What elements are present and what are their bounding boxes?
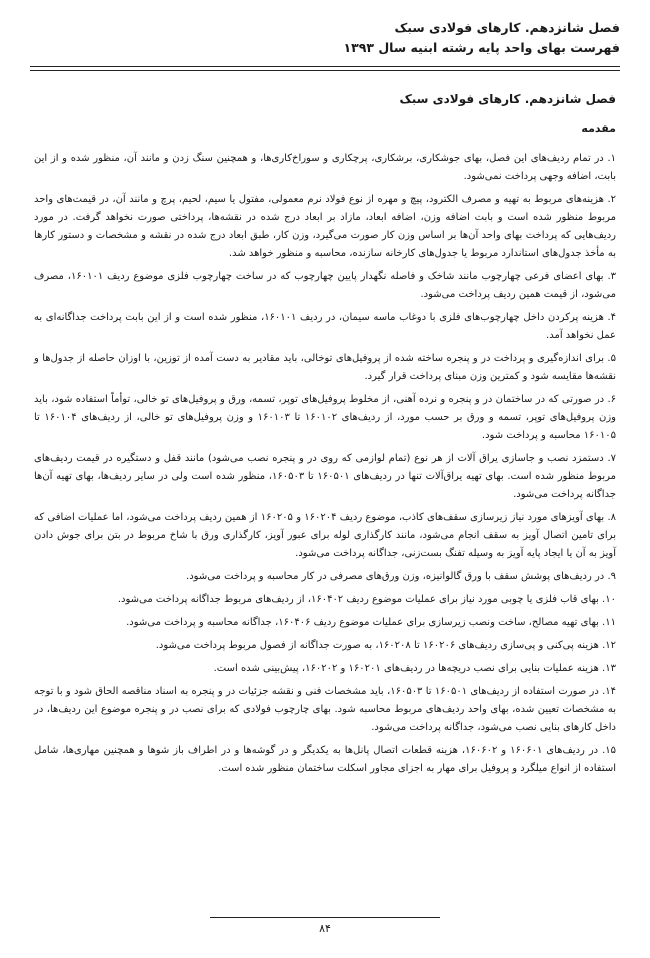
paragraph-4: ۴. هزینه پرکردن داخل چهارچوب‌های فلزی با دوغاب ماسه سیمان، در ردیف ۱۶۰۱۰۱، منظور شده است و از این بابت پرداخت جداگانه‌ای به عمل نخواهد آمد. xyxy=(34,312,617,341)
paragraph-12: ۱۲. هزینه پی‌کنی و پی‌سازی ردیف‌های ۱۶۰۲۰۶ تا ۱۶۰۲۰۸، به صورت جداگانه از فصول مربوط پرداخت می‌شود. xyxy=(155,640,616,651)
paragraph-8: ۸. بهای آویزهای مورد نیاز زیرسازی سقف‌های کاذب، موضوع ردیف ۱۶۰۲۰۴ و ۱۶۰۲۰۵ از همین ردیف پرداخت می‌شود، اما عملیات اضافی که برای تامین اتصال آویز به سقف انجام می‌شود، مانند کارگذاری لوله برای عبور آویز، کارگذاری ورق با شاخ مربوط در بتن برای جوش دادن آویز به آن یا ایجاد پایه آویز به وسیله تفنگ بست‌زنی، جداگانه پرداخت می‌شود. xyxy=(34,512,617,559)
body-text xyxy=(34,150,616,783)
chapter-title: فصل شانزدهم. کارهای فولادی سبک xyxy=(399,92,616,106)
paragraph-5: ۵. برای اندازه‌گیری و پرداخت در و پنجره ساخته شده از پروفیل‌های توخالی، باید مقادیر به دست آمده از توزین، با اوزان حاصله از جدول‌ها و نقشه‌ها مقایسه شود و کمترین وزن مبنای پرداخت قرار گیرد. xyxy=(34,353,616,382)
page-number: ۸۴ xyxy=(319,922,331,935)
paragraph-9: ۹. در ردیف‌های پوشش سقف با ورق گالوانیزه، وزن ورق‌های مصرفی در کار محاسبه و پرداخت می‌شود. xyxy=(186,571,616,582)
footer-rule xyxy=(210,917,440,918)
intro-heading: مقدمه xyxy=(581,122,616,135)
paragraph-3: ۳. بهای اعضای فرعی چهارچوب مانند شاخک و فاصله نگهدار پایین چهارچوب که در ساخت چهارچوب فلزی موضوع ردیف ۱۶۰۱۰۱، مصرف می‌شود، از قیمت همین ردیف پرداخت می‌شود. xyxy=(34,271,616,300)
paragraph-11: ۱۱. بهای تهیه مصالح، ساخت ونصب زیرسازی برای عملیات موضوع ردیف ۱۶۰۴۰۶، جداگانه محاسبه و پرداخت می‌شود. xyxy=(126,617,616,628)
paragraph-13: ۱۳. هزینه عملیات بنایی برای نصب دریچه‌ها در ردیف‌های ۱۶۰۲۰۱ و ۱۶۰۲۰۲، پیش‌بینی شده است. xyxy=(213,663,616,674)
paragraph-10: ۱۰. بهای قاب فلزی یا چوبی مورد نیاز برای عملیات موضوع ردیف ۱۶۰۴۰۲، از ردیف‌های مربوط جداگانه پرداخت می‌شود. xyxy=(117,594,616,605)
paragraph-6: ۶. در صورتی که در ساختمان در و پنجره و نرده آهنی، از مخلوط پروفیل‌های توپر، تسمه، ورق و پروفیل‌های تو خالی، توأماً استفاده شود، باید وزن پروفیل‌های توپر، تسمه و ورق بر حسب مورد، از ردیف‌های ۱۶۰۱۰۲ تا ۱۶۰۱۰۳ و وزن پروفیل‌های تو خالی، از ردیف‌های ۱۶۰۱۰۴ تا ۱۶۰۱۰۵ محاسبه و پرداخت شود. xyxy=(34,394,616,441)
paragraph-2: ۲. هزینه‌های مربوط به تهیه و مصرف الکترود، پیچ و مهره از نوع فولاد نرم معمولی، مفتول یا سیم، لحیم، پرچ و مانند آن، در قیمت‌های واحد مربوط منظور شده است و بابت اضافه وزن، اضافه ابعاد، مازاد بر ابعاد درج شده در نقشه‌ها، پرداختی صورت نخواهد گرفت. در مورد ردیف‌هایی که پرداخت بهای واحد آن‌ها بر اساس وزن کار صورت می‌گیرد، وزن کار، طبق ابعاد درج شده در نقشه و مشخصات و دستور کارها به مأخذ جدول‌های استاندارد مربوط یا جدول‌های کارخانه سازنده، محاسبه و منظور خواهد شد. xyxy=(34,194,616,259)
running-header xyxy=(30,18,620,58)
header-list-line: فهرست بهای واحد پایه رشته ابنیه سال ۱۳۹۳ xyxy=(343,40,620,55)
paragraph-7: ۷. دستمزد نصب و جاسازی یراق آلات از هر نوع (تمام لوازمی که روی در و پنجره نصب می‌شود) مانند قفل و دستگیره در قیمت ردیف‌های مربوط منظور شده است. بهای تهیه یراق‌آلات تنها در ردیف‌های ۱۶۰۵۰۱ تا ۱۶۰۵۰۳، منظور شده است ولی در سایر ردیف‌ها، بهای تهیه آن‌ها جداگانه پرداخت می‌شود. xyxy=(34,453,617,500)
paragraph-14: ۱۴. در صورت استفاده از ردیف‌های ۱۶۰۵۰۱ تا ۱۶۰۵۰۳، باید مشخصات فنی و نقشه جزئیات در و پنجره به اسناد مناقصه الحاق شود و با توجه به مشخصات تعیین شده، بهای واحد ردیف‌های مربوط محاسبه شود. بهای چارچوب فولادی که برای نصب در و پنجره موضوع این ردیف‌ها، در داخل کارهای بنایی نصب می‌شود، جداگانه پرداخت می‌شود. xyxy=(34,686,617,733)
paragraph-15: ۱۵. در ردیف‌های ۱۶۰۶۰۱ و ۱۶۰۶۰۲، هزینه قطعات اتصال پانل‌ها به یکدیگر و در گوشه‌ها و در اطراف باز شوها و همچنین مهاری‌ها، شامل استفاده از انواع میلگرد و پروفیل برای مهار به اجزای مجاور اسکلت ساختمان منظور شده است. xyxy=(34,745,617,774)
header-rule-thin xyxy=(30,70,620,71)
paragraph-1: ۱. در تمام ردیف‌های این فصل، بهای جوشکاری، برشکاری، پرچکاری و سوراخ‌کاری‌ها، و همچنین سنگ زدن و مانند آن، منظور شده و از این بابت، اضافه وجهی پرداخت نمی‌شود. xyxy=(34,153,616,182)
header-chapter-line: فصل شانزدهم. کارهای فولادی سبک xyxy=(394,20,620,35)
header-rule-thick xyxy=(30,66,620,67)
